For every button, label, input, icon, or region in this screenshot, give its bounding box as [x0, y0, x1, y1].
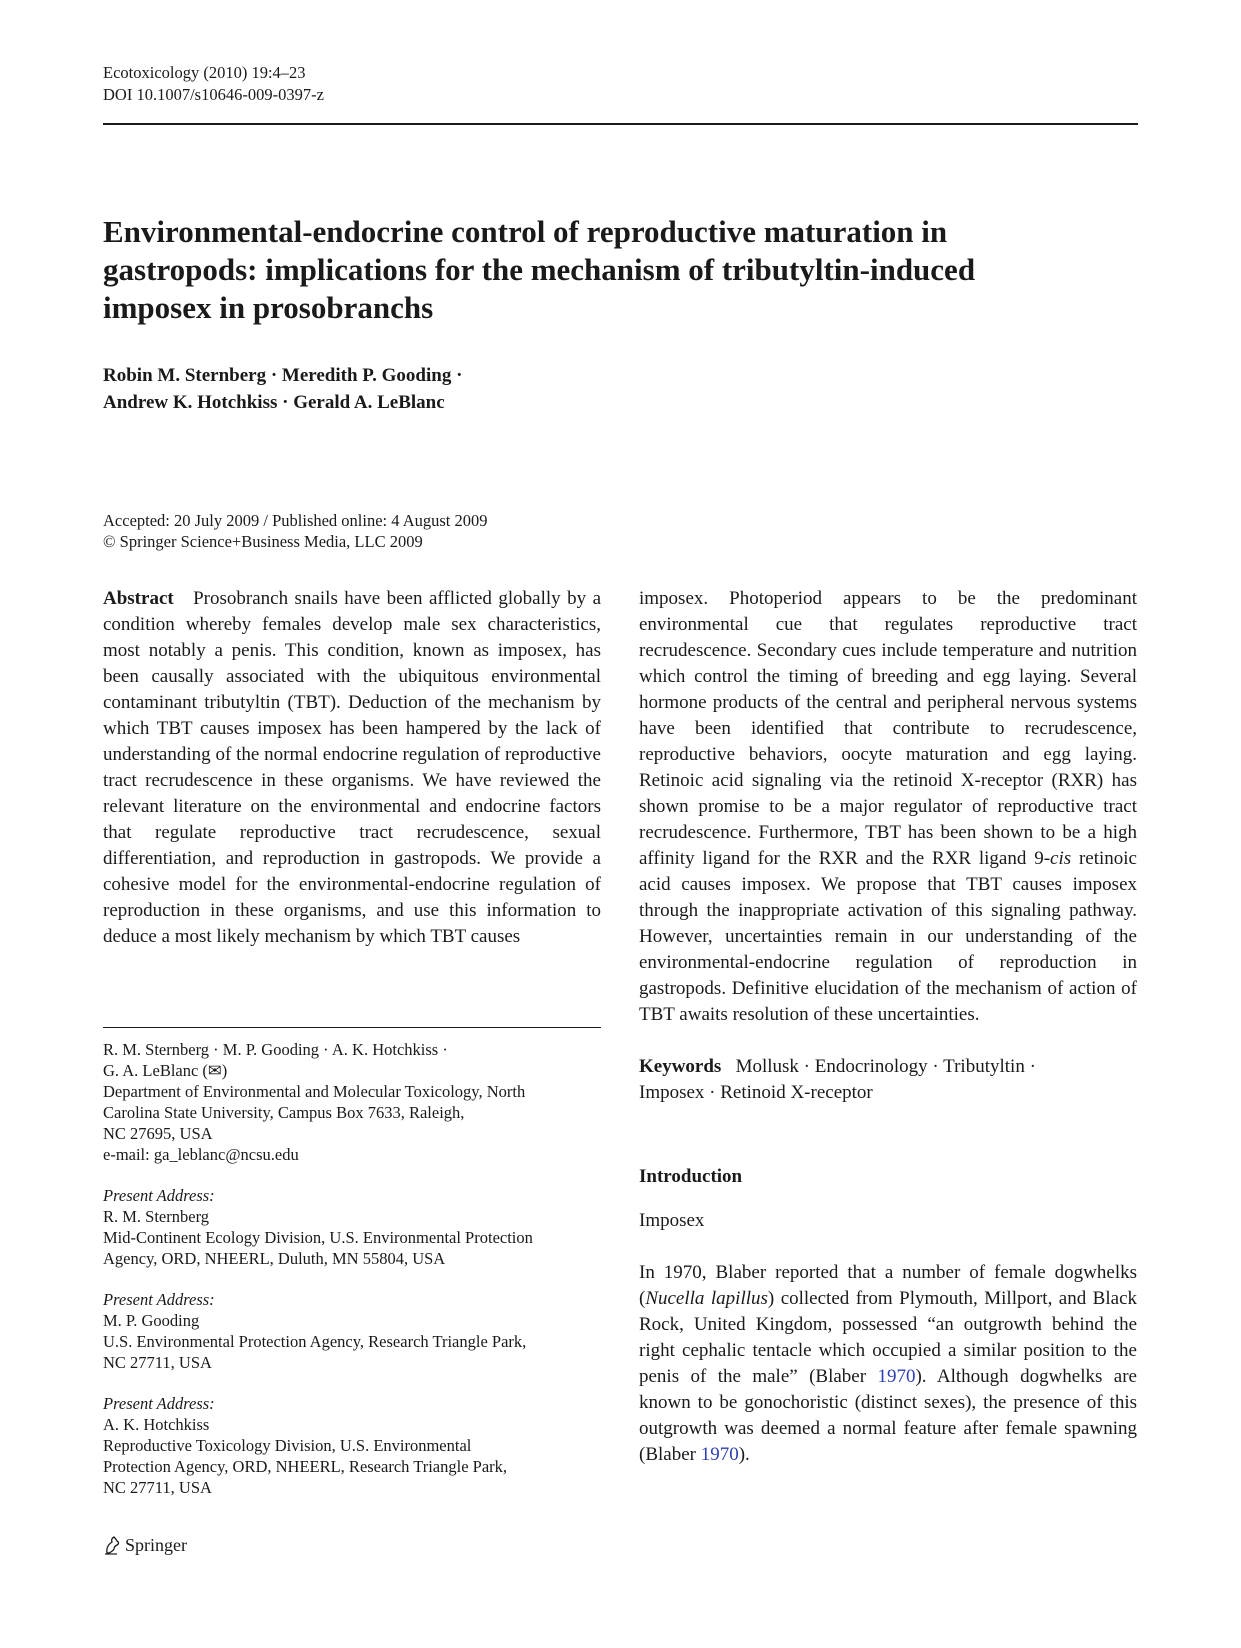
aff-dept-line-1: Department of Environmental and Molecular Toxicology, North — [103, 1082, 526, 1101]
authors-line-1: Robin M. Sternberg · Meredith P. Gooding · — [103, 365, 463, 386]
imposex-subheading: Imposex — [639, 1210, 705, 1231]
present-address-line: Mid-Continent Ecology Division, U.S. Environmental Protection — [103, 1228, 533, 1247]
present-address-line: Reproductive Toxicology Division, U.S. Environmental — [103, 1436, 472, 1455]
footnote-rule — [103, 1027, 601, 1028]
reference-link[interactable]: 1970 — [700, 1444, 739, 1465]
reference-link[interactable]: 1970 — [877, 1366, 916, 1387]
species-name: Nucella lapillus — [645, 1288, 768, 1309]
aff-authors-line-1: R. M. Sternberg · M. P. Gooding · A. K. Hotchkiss · — [103, 1040, 448, 1059]
journal-citation: Ecotoxicology (2010) 19:4–23 — [103, 63, 306, 82]
abstract-paragraph — [103, 586, 601, 950]
present-address-name: M. P. Gooding — [103, 1311, 200, 1330]
publisher-footer — [103, 1533, 187, 1557]
aff-authors-line-2: G. A. LeBlanc (✉) — [103, 1061, 228, 1080]
intro-text: ) collected from Plymouth, Millport, and Black Rock, United Kingdom, possessed “an outgrowth behind the right cephalic tentacle which occupied a similar position to the penis of the male” (Blaber — [639, 1288, 1137, 1387]
journal-header — [103, 62, 324, 106]
present-address-label: Present Address: — [103, 1394, 215, 1413]
keywords-line-2: Imposex · Retinoid X-receptor — [639, 1082, 873, 1103]
abstract-text-cis: cis — [1050, 848, 1072, 869]
copyright: © Springer Science+Business Media, LLC 2009 — [103, 532, 423, 551]
authors-line-2: Andrew K. Hotchkiss · Gerald A. LeBlanc — [103, 392, 445, 413]
right-column — [639, 586, 1137, 1468]
aff-email[interactable]: e-mail: ga_leblanc@ncsu.edu — [103, 1145, 299, 1164]
aff-dept-line-3: NC 27695, USA — [103, 1124, 213, 1143]
abstract-text-left: Prosobranch snails have been afflicted globally by a condition whereby females develop male sex characteristics, most notably a penis. This condition, known as imposex, has been causally associated with the ubiquitous environmental contaminant tributyltin (TBT). Deduction of the mechanism by which TBT causes imposex has been hampered by the lack of understanding of the normal endocrine regulation of reproductive tract recrudescence in these organisms. We have reviewed the relevant literature on the environmental and endocrine factors that regulate reproductive tract recrudescence, sexual differentiation, and reproduction in gastropods. We provide a cohesive model for the environmental-endocrine regulation of reproduction in these organisms, and use this information to deduce a most likely mechanism by which TBT causes — [103, 588, 601, 947]
intro-text: ). — [738, 1444, 750, 1465]
affiliations — [103, 1039, 601, 1518]
present-address-name: A. K. Hotchkiss — [103, 1415, 210, 1434]
corresponding-affiliation — [103, 1039, 601, 1165]
abstract-text-part: retinoic acid causes imposex. We propose that TBT causes imposex through the inappropriate activation of this signaling pathway. However, uncertainties remain in our understanding of the environmental-endocrine regulation of reproduction in gastropods. Definitive elucidation of the mechanism of action of TBT awaits resolution of these uncertainties. — [639, 848, 1137, 1025]
present-address-3 — [103, 1393, 601, 1498]
abstract-text-part: imposex. Photoperiod appears to be the predominant environmental cue that regulates reproductive tract recrudescence. Secondary cues include temperature and nutrition which control the timing of breeding and egg laying. Several hormone products of the central and peripheral nervous systems have been identified that contribute to recrudescence, reproductive behaviors, oocyte maturation and egg laying. Retinoic acid signaling via the retinoid X-receptor (RXR) has shown promise to be a major regulator of reproductive tract recrudescence. Furthermore, TBT has been shown to be a high affinity ligand for the RXR and the RXR ligand 9- — [639, 588, 1137, 869]
present-address-line: Agency, ORD, NHEERL, Duluth, MN 55804, USA — [103, 1249, 446, 1268]
present-address-label: Present Address: — [103, 1186, 215, 1205]
keywords-label: Keywords — [639, 1056, 722, 1077]
intro-text: In 1970, Blaber reported that a number of female dogwhelks ( — [639, 1262, 1137, 1309]
author-list — [103, 362, 462, 416]
present-address-2 — [103, 1289, 601, 1373]
aff-dept-line-2: Carolina State University, Campus Box 7633, Raleigh, — [103, 1103, 465, 1122]
header-rule — [103, 123, 1138, 125]
abstract-label: Abstract — [103, 588, 174, 609]
doi: DOI 10.1007/s10646-009-0397-z — [103, 85, 324, 104]
publisher-name: Springer — [125, 1535, 187, 1555]
springer-horse-icon — [103, 1535, 121, 1555]
present-address-line: NC 27711, USA — [103, 1478, 212, 1497]
keywords-line-1: Mollusk · Endocrinology · Tributyltin · — [735, 1056, 1036, 1077]
present-address-line: NC 27711, USA — [103, 1353, 212, 1372]
accepted-date: Accepted: 20 July 2009 / Published online: 4 August 2009 — [103, 511, 488, 530]
introduction-heading: Introduction — [639, 1166, 743, 1187]
paper-title: Environmental-endocrine control of reproductive maturation in gastropods: implications for the mechanism of tributyltin-induced imposex in prosobranchs — [103, 214, 976, 325]
present-address-line: Protection Agency, ORD, NHEERL, Research Triangle Park, — [103, 1457, 508, 1476]
publication-dates — [103, 510, 488, 552]
present-address-name: R. M. Sternberg — [103, 1207, 210, 1226]
abstract-left-column — [103, 586, 601, 950]
abstract-text-right — [639, 586, 1137, 1028]
present-address-line: U.S. Environmental Protection Agency, Research Triangle Park, — [103, 1332, 527, 1351]
present-address-label: Present Address: — [103, 1290, 215, 1309]
present-address-1 — [103, 1185, 601, 1269]
intro-text: ). Although dogwhelks are known to be gonochoristic (distinct sexes), the presence of this outgrowth was deemed a normal feature after female spawning (Blaber — [639, 1366, 1137, 1465]
keywords — [639, 1054, 1137, 1106]
introduction-paragraph — [639, 1260, 1137, 1468]
